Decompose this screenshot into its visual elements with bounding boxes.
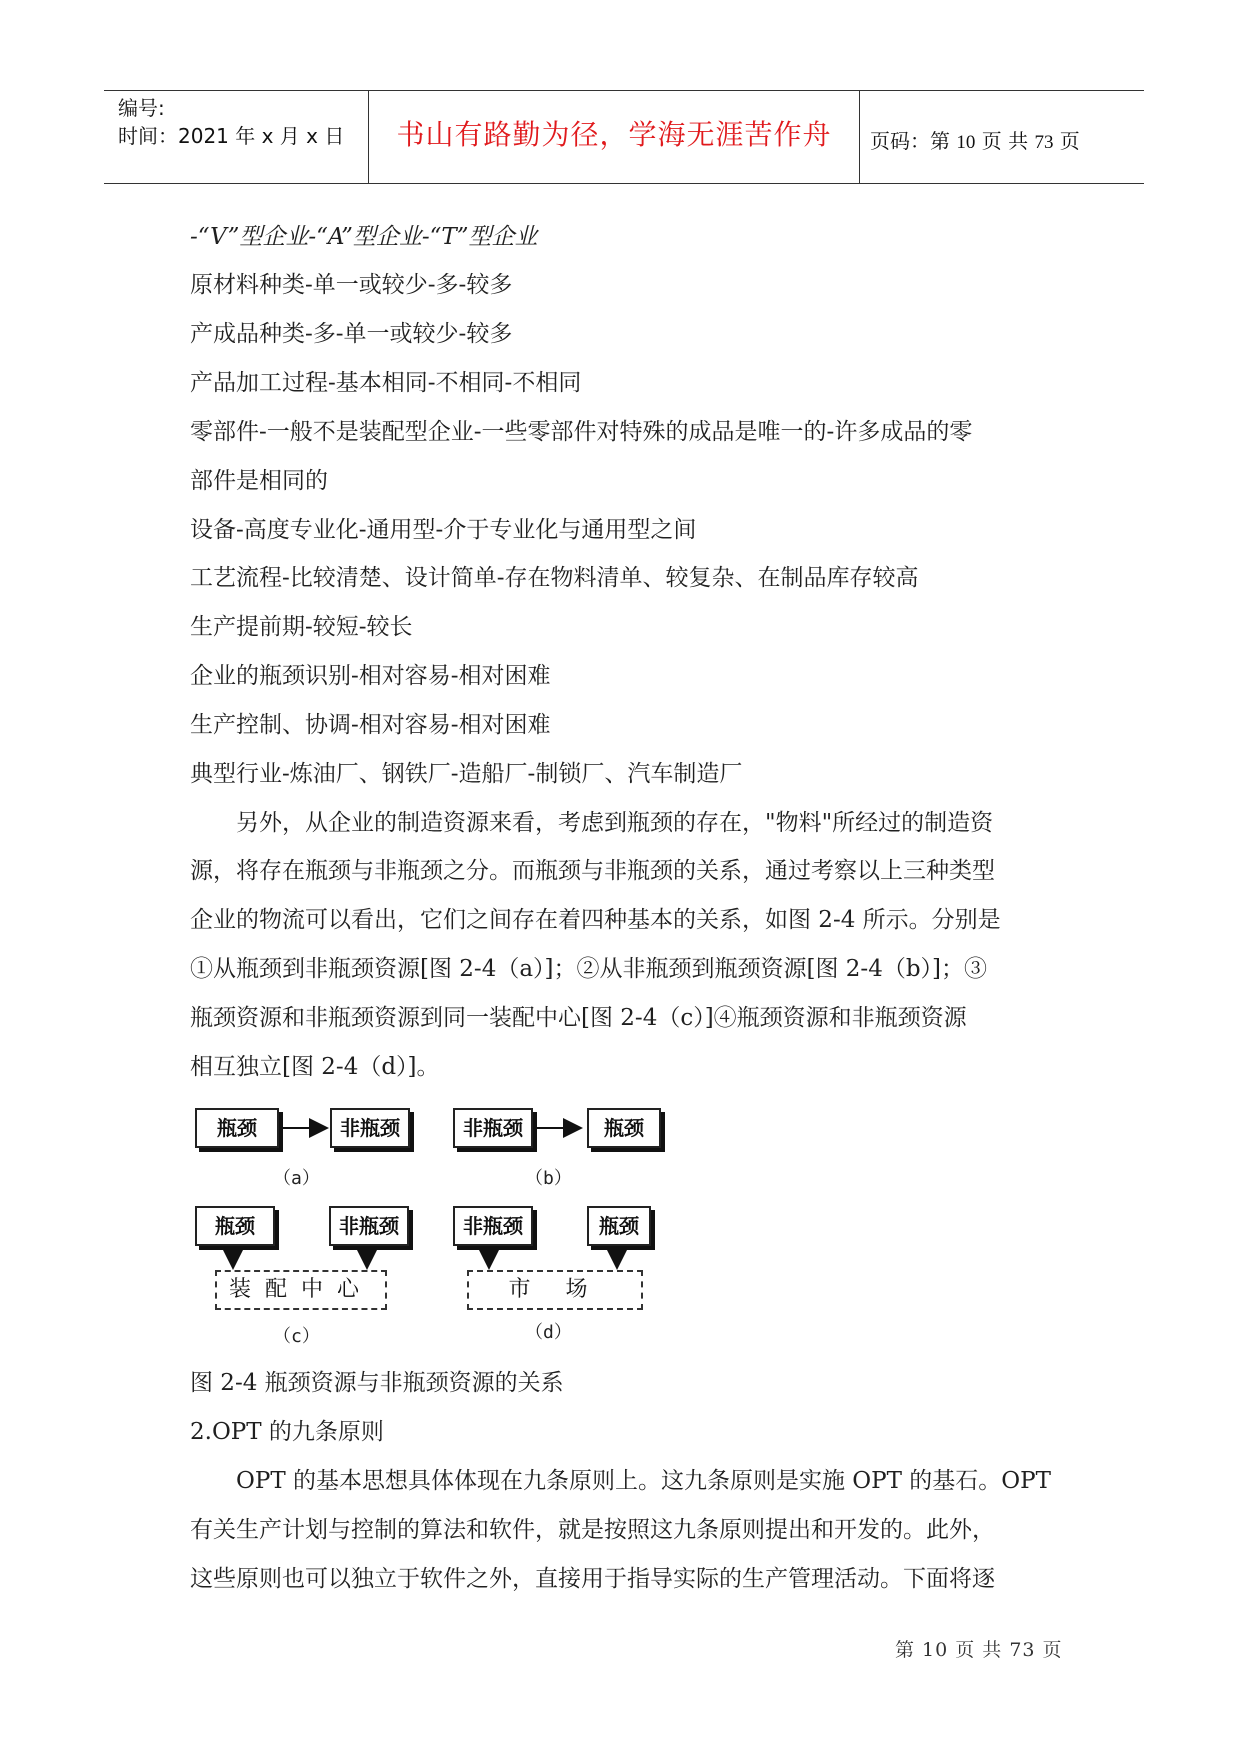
table-line: 生产控制、协调-相对容易-相对困难 [190, 712, 551, 738]
caption-b: （b） [525, 1168, 572, 1189]
paragraph-line: 瓶颈资源和非瓶颈资源到同一装配中心[图 2-4（c）]④瓶颈资源和非瓶颈资源 [190, 1005, 967, 1031]
document-time: 时间：2021 年 x 月 x 日 [118, 124, 345, 148]
table-line: 产成品种类-多-单一或较少-较多 [190, 321, 513, 347]
non-bottleneck-box: 非瓶颈 [329, 1206, 409, 1246]
non-bottleneck-box: 非瓶颈 [453, 1206, 533, 1246]
table-line: 产品加工过程-基本相同-不相同-不相同 [190, 370, 582, 396]
paragraph-line: 企业的物流可以看出，它们之间存在着四种基本的关系，如图 2-4 所示。分别是 [190, 907, 1001, 933]
figure-caption: 图 2-4 瓶颈资源与非瓶颈资源的关系 [190, 1370, 564, 1396]
header-divider [859, 91, 860, 183]
paragraph-line: ①从瓶颈到非瓶颈资源[图 2-4（a）]；②从非瓶颈到瓶颈资源[图 2-4（b）]；③ [190, 956, 988, 982]
market-box: 市 场 [467, 1270, 643, 1310]
page-mid: 页 共 [981, 129, 1029, 153]
header-meta [118, 94, 344, 150]
bottleneck-box: 瓶颈 [587, 1206, 651, 1246]
paragraph-line: 另外，从企业的制造资源来看，考虑到瓶颈的存在，"物料"所经过的制造资 [190, 810, 994, 836]
table-line: 设备-高度专业化-通用型-介于专业化与通用型之间 [190, 517, 697, 543]
paragraph-line: 有关生产计划与控制的算法和软件，就是按照这九条原则提出和开发的。此外， [190, 1517, 995, 1543]
figure-2-4-diagram [195, 1108, 675, 1348]
page-header [104, 90, 1144, 184]
header-divider [368, 91, 369, 183]
non-bottleneck-box: 非瓶颈 [330, 1108, 410, 1148]
table-line: 零部件-一般不是装配型企业-一些零部件对特殊的成品是唯一的-许多成品的零 [190, 419, 973, 445]
paragraph-line: 这些原则也可以独立于软件之外，直接用于指导实际的生产管理活动。下面将逐 [190, 1566, 995, 1592]
page-total: 73 [1034, 132, 1054, 153]
paragraph-line: 源，将存在瓶颈与非瓶颈之分。而瓶颈与非瓶颈的关系，通过考察以上三种类型 [190, 858, 995, 884]
paragraph-line: 相互独立[图 2-4（d）]。 [190, 1054, 440, 1080]
caption-c: （c） [273, 1326, 320, 1347]
page-current: 10 [956, 132, 976, 153]
table-line: 原材料种类-单一或较少-多-较多 [190, 272, 513, 298]
document-number-label: 编号: [118, 96, 165, 120]
non-bottleneck-box: 非瓶颈 [453, 1108, 533, 1148]
bottleneck-box: 瓶颈 [195, 1108, 279, 1148]
section-heading: 2.OPT 的九条原则 [190, 1419, 384, 1445]
caption-a: （a） [273, 1168, 320, 1189]
bottleneck-box: 瓶颈 [195, 1206, 275, 1246]
table-heading-line: -“V”型企业-“A”型企业-“T”型企业 [190, 224, 538, 250]
table-line: 生产提前期-较短-较长 [190, 614, 413, 640]
page-footer: 第 10 页 共 73 页 [895, 1639, 1063, 1661]
header-motto: 书山有路勤为径，学海无涯苦作舟 [396, 118, 832, 151]
caption-d: （d） [525, 1322, 572, 1343]
page-suffix: 页 [1059, 129, 1080, 153]
table-line: 部件是相同的 [190, 468, 328, 494]
page-prefix: 页码：第 [870, 129, 950, 153]
bottleneck-box: 瓶颈 [587, 1108, 661, 1148]
paragraph-line: OPT 的基本思想具体体现在九条原则上。这九条原则是实施 OPT 的基石。OPT [190, 1468, 1051, 1494]
table-line: 工艺流程-比较清楚、设计简单-存在物料清单、较复杂、在制品库存较高 [190, 565, 919, 591]
table-line: 典型行业-炼油厂、钢铁厂-造船厂-制锁厂、汽车制造厂 [190, 761, 743, 787]
table-line: 企业的瓶颈识别-相对容易-相对困难 [190, 663, 551, 689]
header-page-number [870, 125, 1080, 154]
assembly-center-box: 装配中心 [215, 1270, 387, 1310]
